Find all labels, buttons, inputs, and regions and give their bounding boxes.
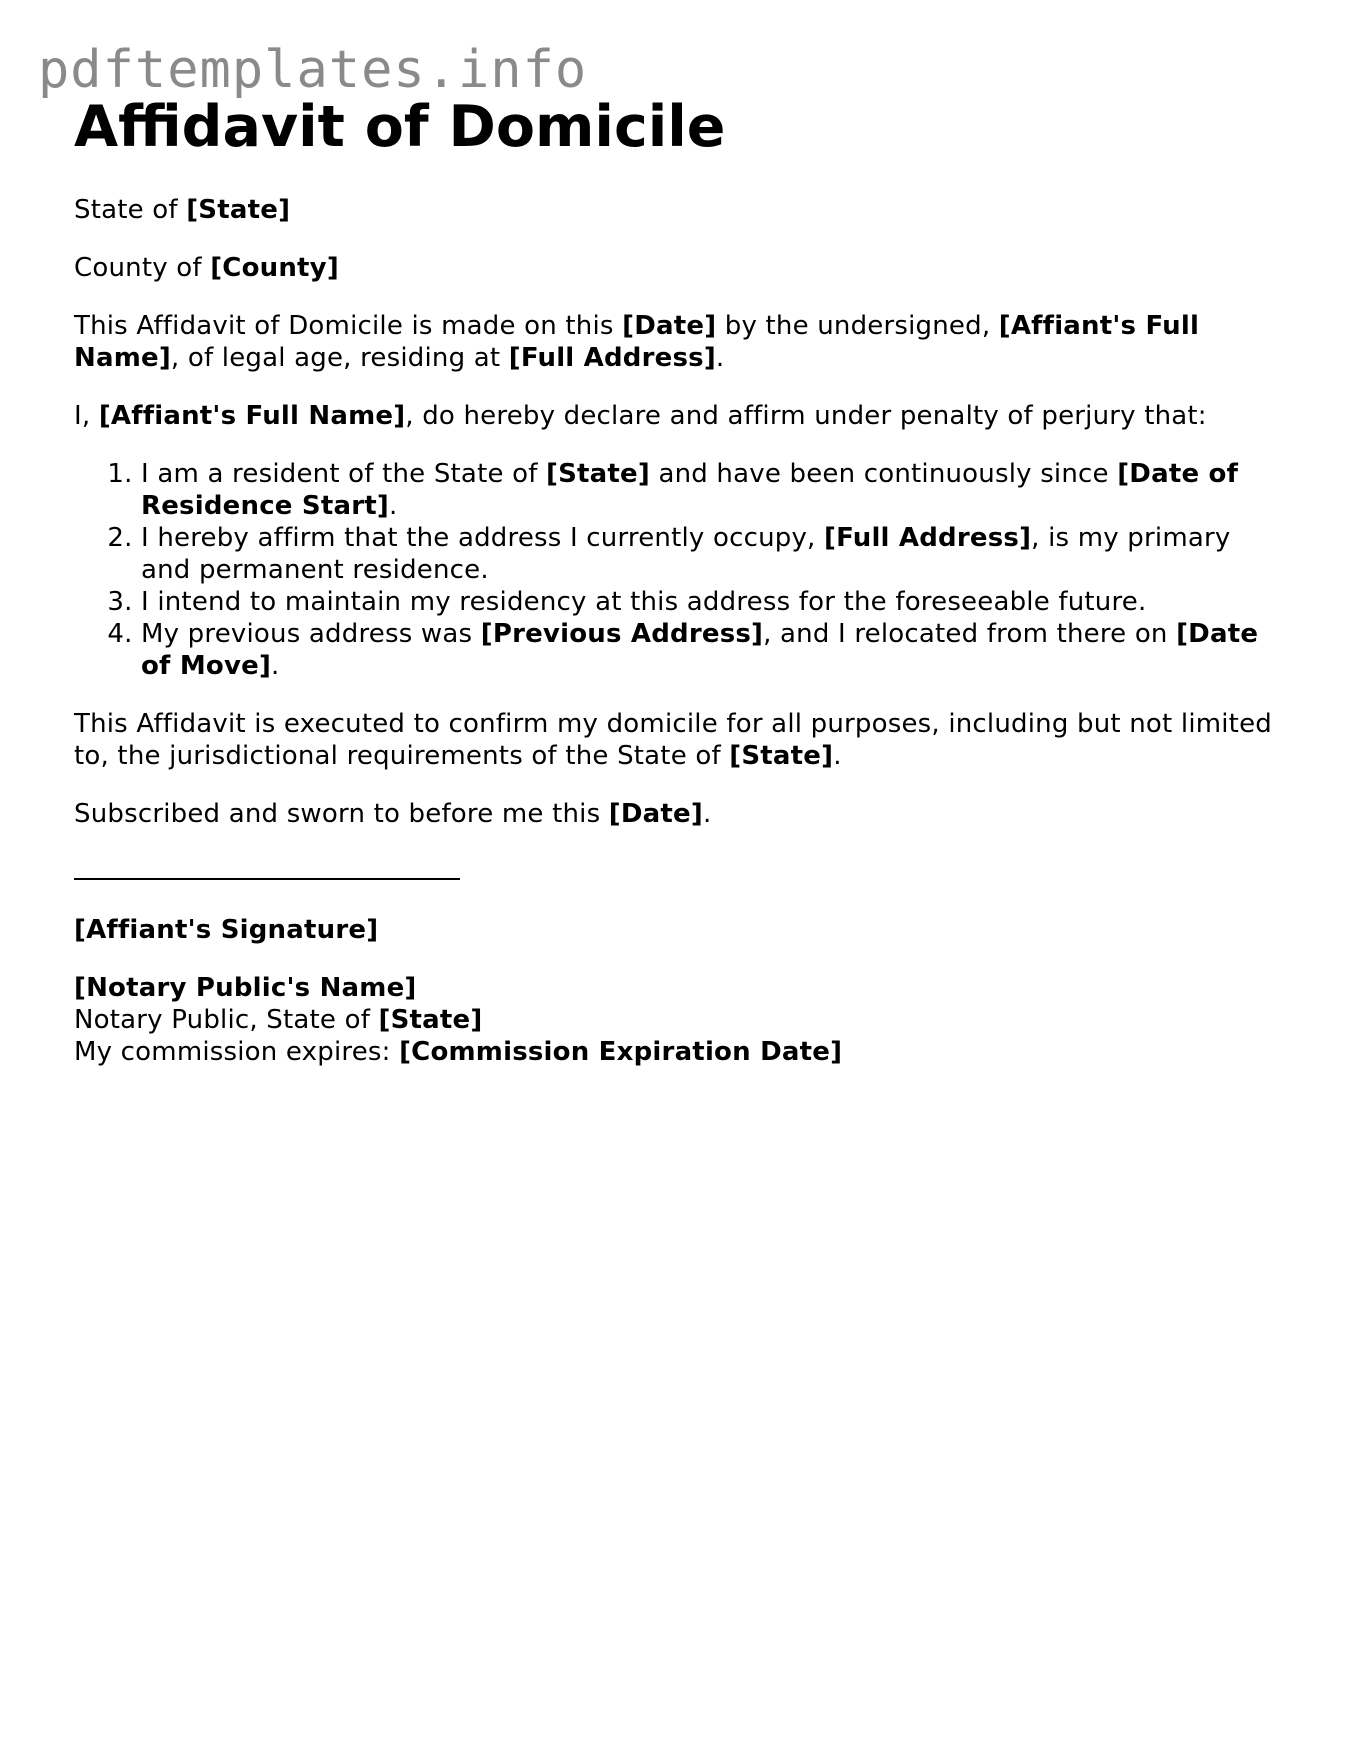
item-text: . (388, 491, 398, 521)
purpose-paragraph (74, 708, 1274, 772)
notary-block (74, 972, 1274, 1068)
county-line (74, 252, 1274, 284)
list-item (141, 586, 1274, 618)
sworn-text-2: . (702, 799, 712, 829)
county-field: [County] (210, 253, 339, 283)
declaration-paragraph (74, 400, 1274, 432)
notary-name-line (74, 972, 1274, 1004)
item-text: I intend to maintain my residency at this address for the foreseeable future. (141, 587, 1147, 617)
watermark: pdftemplates.info (38, 40, 588, 100)
sworn-paragraph (74, 798, 1274, 830)
date-field: [Date] (608, 799, 703, 829)
county-prefix: County of (74, 253, 211, 283)
item-text: My previous address was (141, 619, 481, 649)
document (74, 92, 1274, 1068)
commission-date-field: [Commission Expiration Date] (399, 1037, 843, 1067)
item-text: , and I relocated from there on (763, 619, 1177, 649)
signature-rule (74, 854, 460, 880)
item-text: . (271, 651, 280, 681)
declaration-text-2: , do hereby declare and affirm under penalty of perjury that: (405, 401, 1207, 431)
list-item (141, 522, 1274, 586)
sworn-text-1: Subscribed and sworn to before me this (74, 799, 609, 829)
state-field: [State] (546, 459, 650, 489)
date-of-move-field: [Date of Move] (141, 619, 1259, 681)
state-line (74, 194, 1274, 226)
page-title: Affidavit of Domicile (74, 94, 726, 160)
date-field: [Date] (622, 311, 717, 341)
notary-state-line (74, 1004, 1274, 1036)
state-field: [State] (729, 741, 834, 771)
purpose-text-2: . (833, 741, 842, 771)
affiant-name-field: [Affiant's Full Name] (74, 311, 1200, 373)
affiant-name-field: [Affiant's Full Name] (98, 401, 406, 431)
previous-address-field: [Previous Address] (480, 619, 764, 649)
declaration-list (74, 458, 1274, 682)
signature-line (74, 854, 1274, 888)
residence-start-field: [Date of Residence Start] (141, 459, 1239, 521)
state-prefix: State of (74, 195, 187, 225)
intro-text-4: . (715, 343, 725, 373)
notary-state-prefix: Notary Public, State of (74, 1005, 379, 1035)
commission-line (74, 1036, 1274, 1068)
commission-prefix: My commission expires: (74, 1037, 400, 1067)
list-item (141, 618, 1274, 682)
intro-text-3: , of legal age, residing at (170, 343, 509, 373)
full-address-field: [Full Address] (823, 523, 1032, 553)
full-address-field: [Full Address] (508, 343, 716, 373)
state-field: [State] (186, 195, 291, 225)
state-field: [State] (378, 1005, 483, 1035)
item-text: I hereby affirm that the address I currently occupy, (141, 523, 824, 553)
intro-text-2: by the undersigned, (716, 311, 999, 341)
notary-name-field: [Notary Public's Name] (74, 973, 417, 1003)
signature-label (74, 914, 1274, 946)
item-text: and have been continuously since (649, 459, 1118, 489)
declaration-text-1: I, (74, 401, 99, 431)
item-text: I am a resident of the State of (141, 459, 547, 489)
item-text: , is my primary and permanent residence. (141, 523, 1231, 585)
intro-paragraph (74, 310, 1274, 374)
list-item (141, 458, 1274, 522)
purpose-text-1: This Affidavit is executed to confirm my domicile for all purposes, including but not limited to, the jurisdictional requirements of the State of (74, 709, 1272, 771)
intro-text-1: This Affidavit of Domicile is made on this (74, 311, 623, 341)
affiant-signature-field: [Affiant's Signature] (74, 915, 379, 945)
